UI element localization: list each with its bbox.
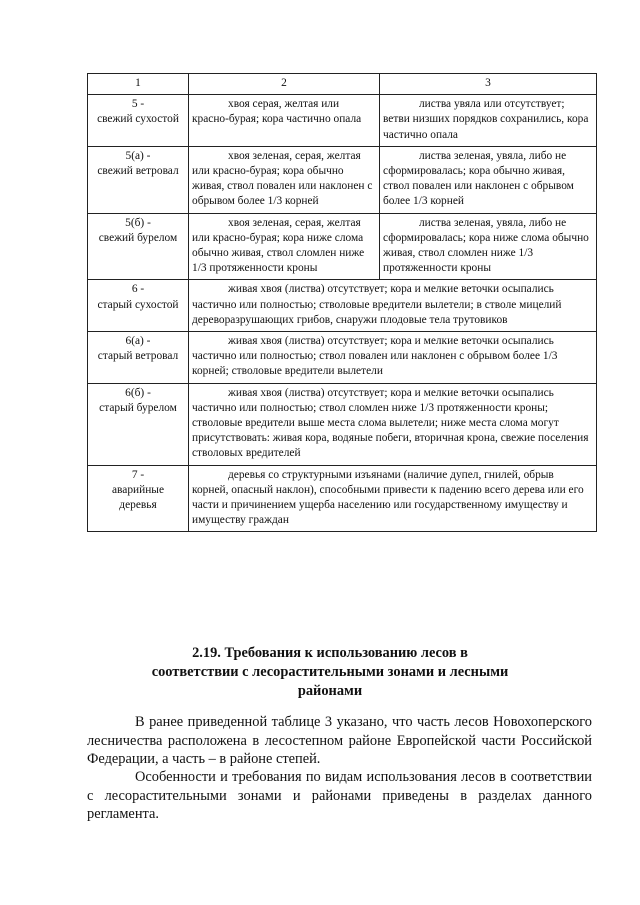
column-header: 3 xyxy=(380,74,597,95)
section-heading: 2.19. Требования к использованию лесов в соответствии с лесорастительными зонами и лесными районами xyxy=(151,645,509,699)
deciduous-description-cell: листва зеленая, увяла, либо не сформировалась; кора обычно живая, ствол повален или наклонен с обрывом более 1/3 корней xyxy=(380,146,597,213)
category-cell: 5(б) - свежий бурелом xyxy=(88,213,189,280)
column-header: 2 xyxy=(189,74,380,95)
table-row xyxy=(88,280,597,332)
table-row xyxy=(88,95,597,147)
tree-condition-table xyxy=(87,73,597,532)
merged-description-cell: живая хвоя (листва) отсутствует; кора и мелкие веточки осыпались частично или полностью; ствол повален или наклонен с обрывом более 1/3 корней; стволовые вредители вылетели xyxy=(189,332,597,384)
conifer-description-cell: хвоя зеленая, серая, желтая или красно-бурая; кора ниже слома обычно живая, ствол сломлен ниже 1/3 протяженности кроны xyxy=(189,213,380,280)
merged-description-cell: живая хвоя (листва) отсутствует; кора и мелкие веточки осыпались частично или полностью; стволовые вредители вылетели; в стволе мицелий дереворазрушающих грибов, снаружи плодовые тела трутовиков xyxy=(189,280,597,332)
table-row xyxy=(88,383,597,465)
body-paragraph: Особенности и требования по видам использования лесов в соответствии с лесорастительными зонами и районами приведены в разделах данного регламента. xyxy=(87,769,592,823)
merged-description-cell: деревья со структурными изъянами (наличие дупел, гнилей, обрыв корней, опасный наклон), способными привести к падению всего дерева или его части и причинением ущерба населению или государственному имуществу и имуществу граждан xyxy=(189,465,597,532)
conifer-description-cell: хвоя серая, желтая или красно-бурая; кора частично опала xyxy=(189,95,380,147)
table-row xyxy=(88,146,597,213)
category-cell: 5 - свежий сухостой xyxy=(88,95,189,147)
category-cell: 7 - аварийные деревья xyxy=(88,465,189,532)
conifer-description-cell: хвоя зеленая, серая, желтая или красно-бурая; кора обычно живая, ствол повален или наклонен с обрывом более 1/3 корней xyxy=(189,146,380,213)
table-row xyxy=(88,213,597,280)
table-header-row xyxy=(88,74,597,95)
deciduous-description-cell: листва зеленая, увяла, либо не сформировалась; кора ниже слома обычно живая, ствол сломлен ниже 1/3 протяженности кроны xyxy=(380,213,597,280)
category-cell: 6(а) - старый ветровал xyxy=(88,332,189,384)
table-row xyxy=(88,465,597,532)
category-cell: 6 - старый сухостой xyxy=(88,280,189,332)
body-paragraph: В ранее приведенной таблице 3 указано, что часть лесов Новохоперского лесничества расположена в лесостепном районе Европейской части Российской Федерации, а часть – в районе степей. xyxy=(87,714,592,768)
category-cell: 6(б) - старый бурелом xyxy=(88,383,189,465)
column-header: 1 xyxy=(88,74,189,95)
category-cell: 5(а) - свежий ветровал xyxy=(88,146,189,213)
deciduous-description-cell: листва увяла или отсутствует; ветви низших порядков сохранились, кора частично опала xyxy=(380,95,597,147)
merged-description-cell: живая хвоя (листва) отсутствует; кора и мелкие веточки осыпались частично или полностью; ствол сломлен ниже 1/3 протяженности кроны; стволовые вредители выше места слома вылетели; ниже места слома могут присутствовать: живая кора, водяные побеги, вторичная крона, свежие поселения стволовых вредителей xyxy=(189,383,597,465)
table-row xyxy=(88,332,597,384)
